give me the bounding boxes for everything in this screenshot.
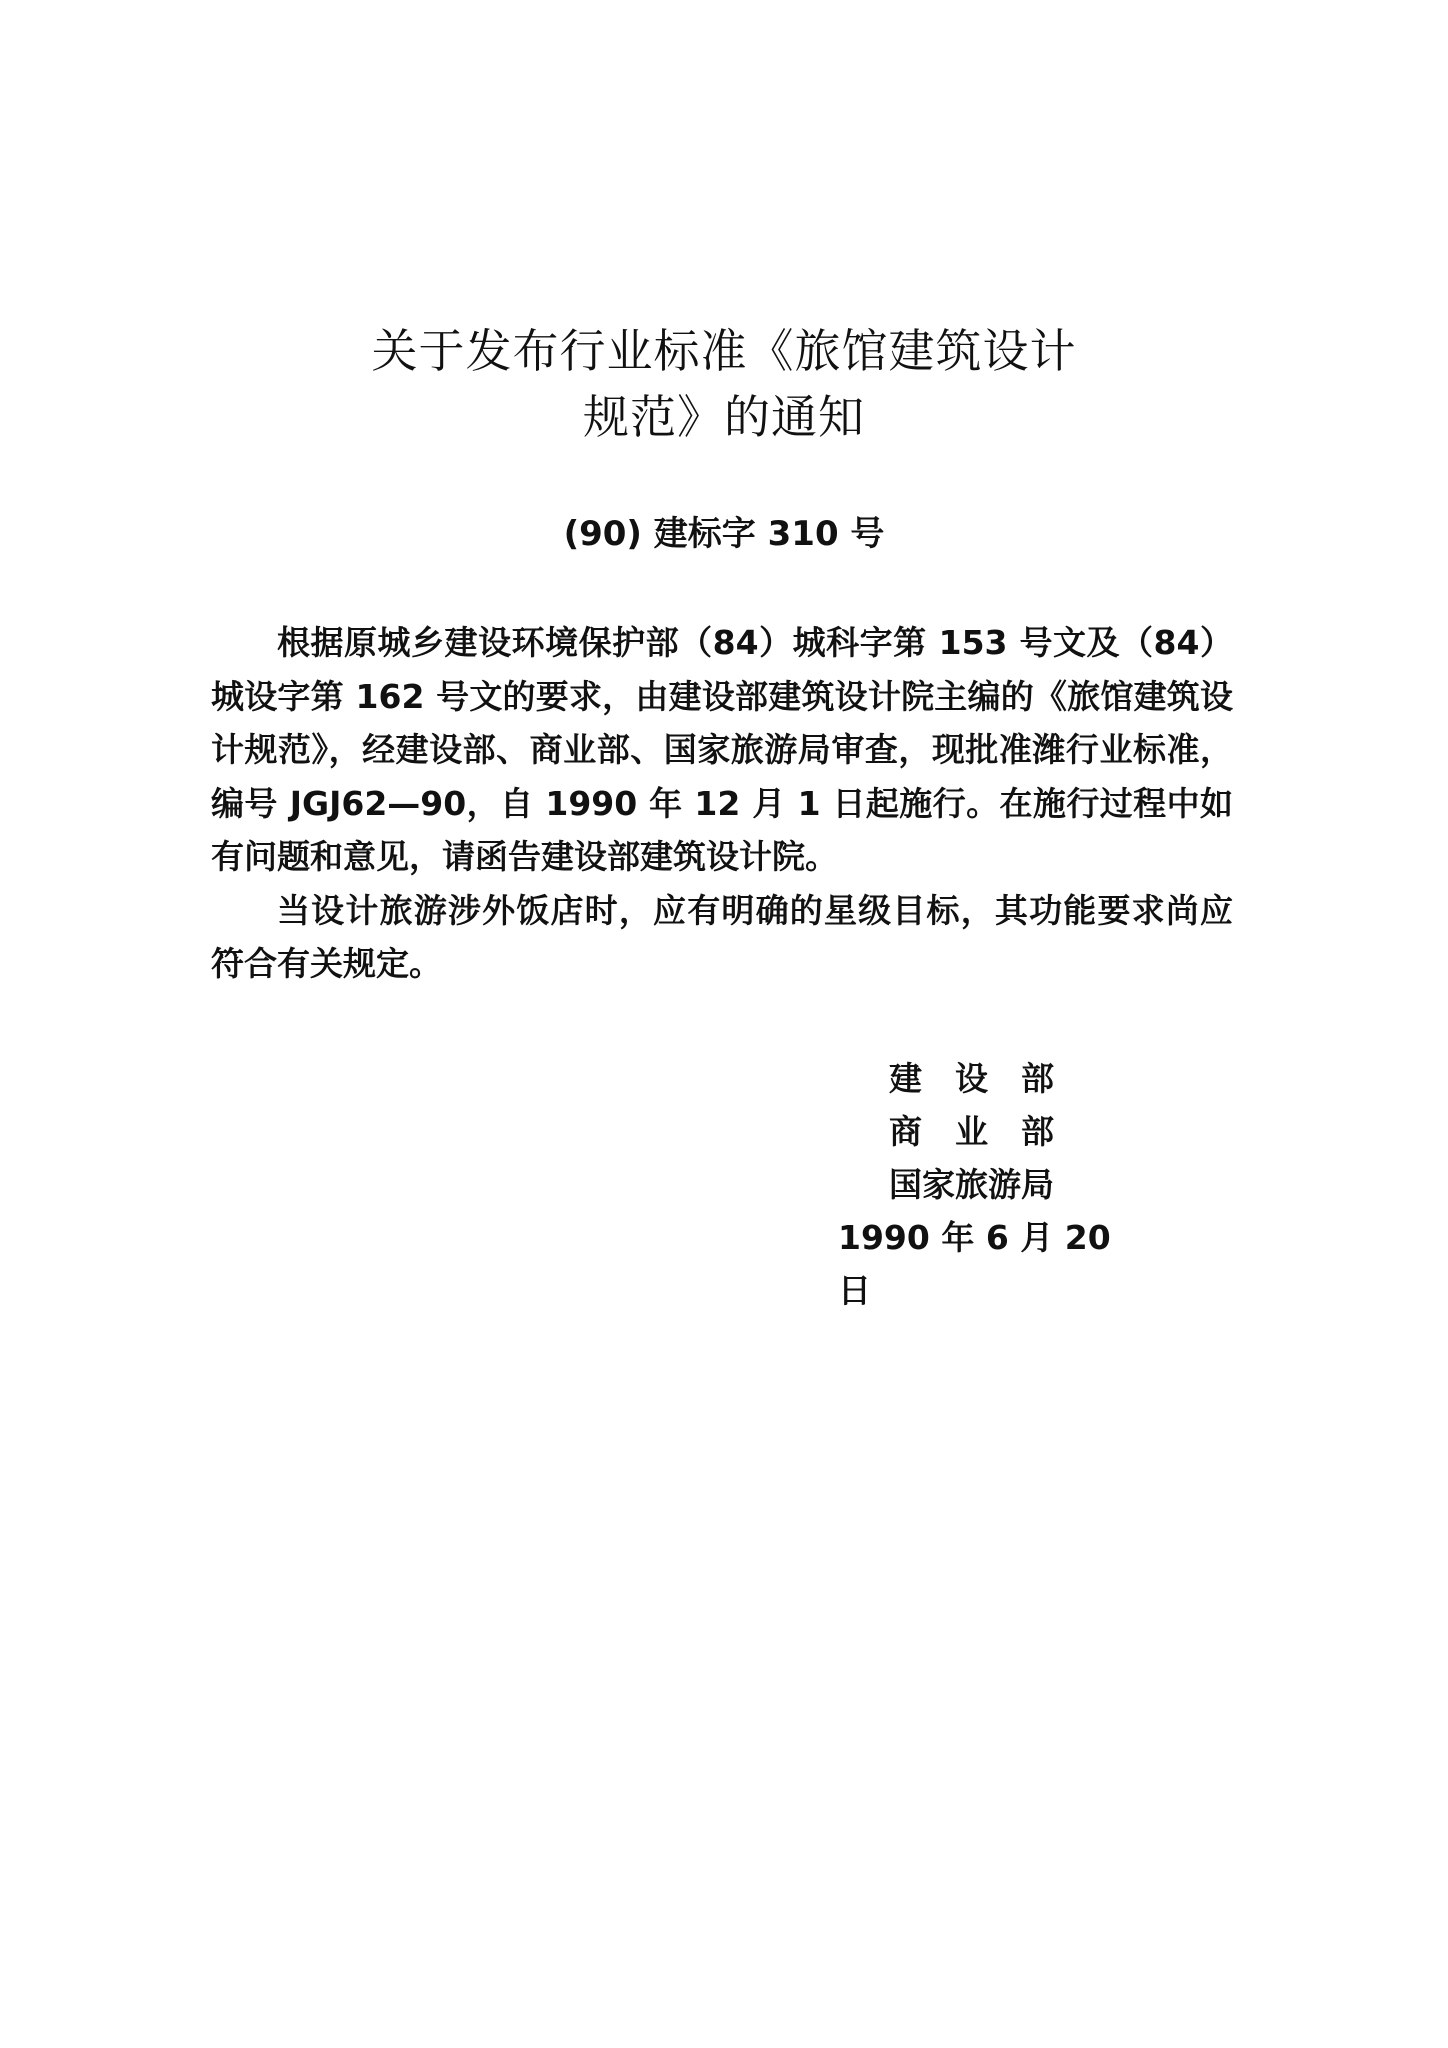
title-line-2: 规范》的通知: [583, 390, 865, 444]
signatory: 国家旅游局: [889, 1165, 1054, 1204]
paragraph: 根据原城乡建设环境保护部（84）城科字第 153 号文及（84）城设字第 162 号文的要求，由建设部建筑设计院主编的《旅馆建筑设计规范》，经建设部、商业部、国家旅游局审查，现批准潍行业标准，编号 JGJ62—90，自 1990 年 12 月 1 日起施行。在施行过程中如有问题和意见，请函告建设部建筑设计院。: [211, 623, 1233, 876]
signatory: 建 设 部: [889, 1059, 1054, 1098]
signature-block: [838, 1052, 1123, 1317]
paragraph: 当设计旅游涉外饭店时，应有明确的星级目标，其功能要求尚应符合有关规定。: [211, 890, 1233, 983]
document-number: (90) 建标字 310 号: [563, 514, 885, 554]
issue-date: 1990 年 6 月 20 日: [838, 1218, 1111, 1310]
title-line-1: 关于发布行业标准《旅馆建筑设计: [371, 324, 1077, 378]
notice-title: [0, 318, 1448, 450]
notice-body: [211, 616, 1233, 991]
signatory: 商 业 部: [889, 1112, 1054, 1151]
